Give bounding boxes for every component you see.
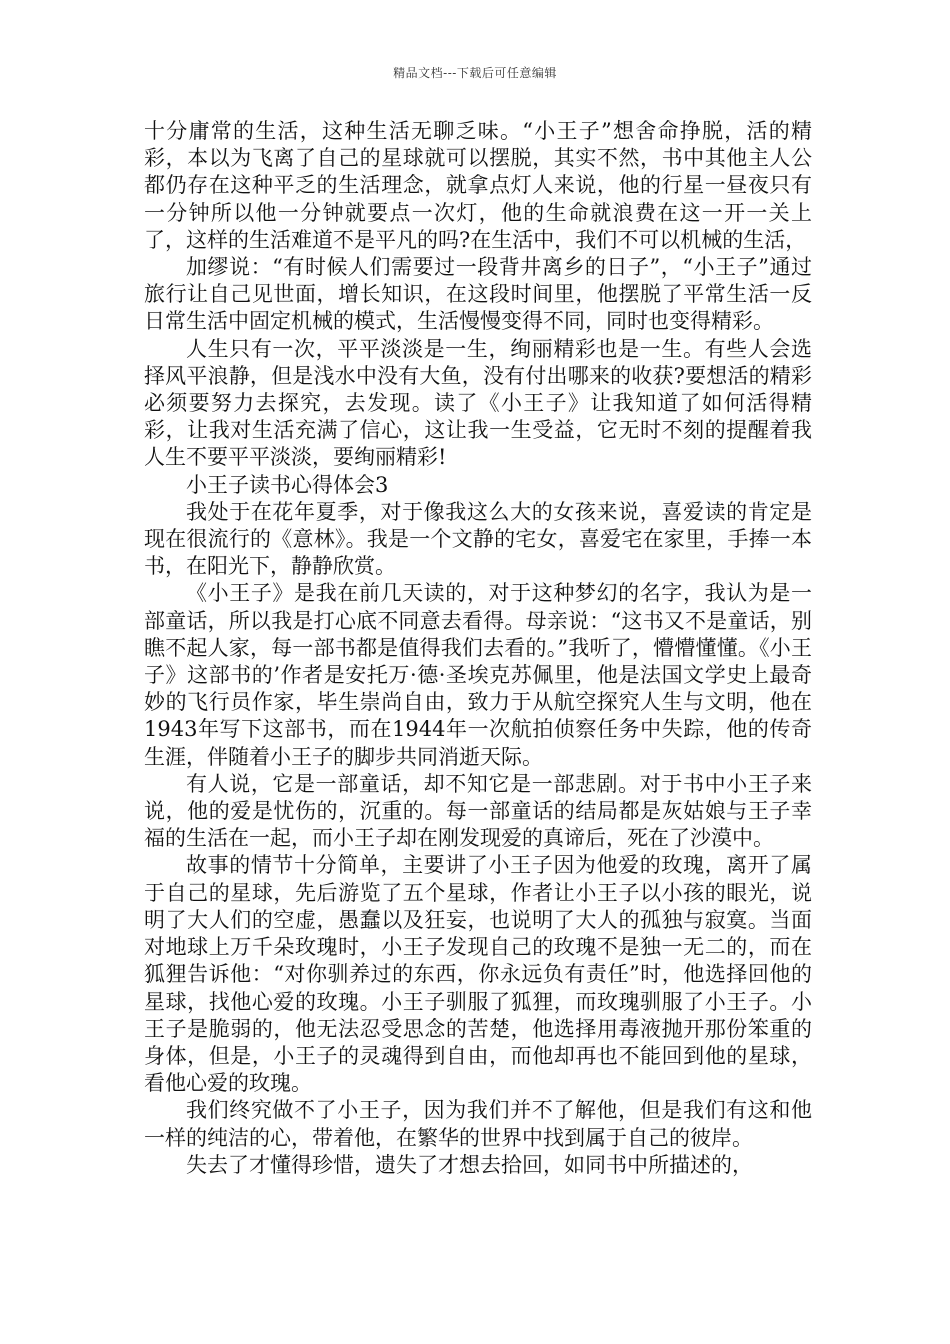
paragraph: 加缪说：“有时候人们需要过一段背井离乡的日子”，“小王子”通过旅行让自己见世面，增长知识，在这段时间里，他摆脱了平常生活一反日常生活中固定机械的模式，生活慢慢变得不同，同时也变得精彩。: [144, 255, 812, 334]
paragraph: 有人说，它是一部童话，却不知它是一部悲剧。对于书中小王子来说，他的爱是忧伤的，沉重的。每一部童话的结局都是灰姑娘与王子幸福的生活在一起，而小王子却在刚发现爱的真谛后，死在了沙漠中。: [144, 771, 812, 851]
paragraph: 《小王子》是我在前几天读的，对于这种梦幻的名字，我认为是一部童话，所以我是打心底不同意去看得。母亲说：“这书又不是童话，别瞧不起人家，每一部书都是值得我们去看的。”我听了，懵懵懂懂。《小王子》这部书的’作者是安托万·德·圣埃克苏佩里，他是法国文学史上最奇妙的飞行员作家，毕生崇尚自由，致力于从航空探究人生与文明，他在1943年写下这部书，而在1944年一次航拍侦察任务中失踪，他的传奇生涯，伴随着小王子的脚步共同消逝天际。: [144, 581, 812, 769]
paragraph: 我们终究做不了小王子，因为我们并不了解他，但是我们有这和他一样的纯洁的心，带着他，在繁华的世界中找到属于自己的彼岸。: [144, 1098, 812, 1150]
paragraph: 失去了才懂得珍惜，遗失了才想去拾回，如同书中所描述的，: [186, 1152, 753, 1177]
document-body: [144, 118, 812, 1179]
paragraph: 人生只有一次，平平淡淡是一生，绚丽精彩也是一生。有些人会选择风平浪静，但是浅水中没有大鱼，没有付出哪来的收获?要想活的精彩必须要努力去探究，去发现。读了《小王子》让我知道了如何活得精彩，让我对生活充满了信心，这让我一生受益，它无时不刻的提醒着我人生不要平平淡淡，要绚丽精彩!: [144, 336, 812, 470]
paragraph: 十分庸常的生活，这种生活无聊乏味。“小王子”想舍命挣脱，活的精彩，本以为飞离了自己的星球就可以摆脱，其实不然，书中其他主人公都仍存在这种平乏的生活理念，就拿点灯人来说，他的行星一昼夜只有一分钟所以他一分钟就要点一次灯，他的生命就浪费在这一开一关上了，这样的生活难道不是平凡的吗?在生活中，我们不可以机械的生活，: [144, 119, 812, 252]
page-header: 精品文档---下载后可任意编辑: [393, 66, 557, 80]
section-heading: 小王子读书心得体会3: [186, 472, 389, 497]
paragraph: 我处于在花年夏季，对于像我这么大的女孩来说，喜爱读的肯定是现在很流行的《意林》。我是一个文静的宅女，喜爱宅在家里，手捧一本书，在阳光下，静静欣赏。: [144, 499, 812, 579]
paragraph: 故事的情节十分简单，主要讲了小王子因为他爱的玫瑰，离开了属于自己的星球，先后游览了五个星球，作者让小王子以小孩的眼光，说明了大人们的空虚，愚蠢以及狂妄，也说明了大人的孤独与寂寞。当面对地球上万千朵玫瑰时，小王子发现自己的玫瑰不是独一无二的，而在狐狸告诉他：“对你驯养过的东西，你永远负有责任”时，他选择回他的星球，找他心爱的玫瑰。小王子驯服了狐狸，而玫瑰驯服了小王子。小王子是脆弱的，他无法忍受思念的苦楚，他选择用毒液抛开那份笨重的身体，但是，小王子的灵魂得到自由，而他却再也不能回到他的星球，看他心爱的玫瑰。: [144, 853, 812, 1096]
